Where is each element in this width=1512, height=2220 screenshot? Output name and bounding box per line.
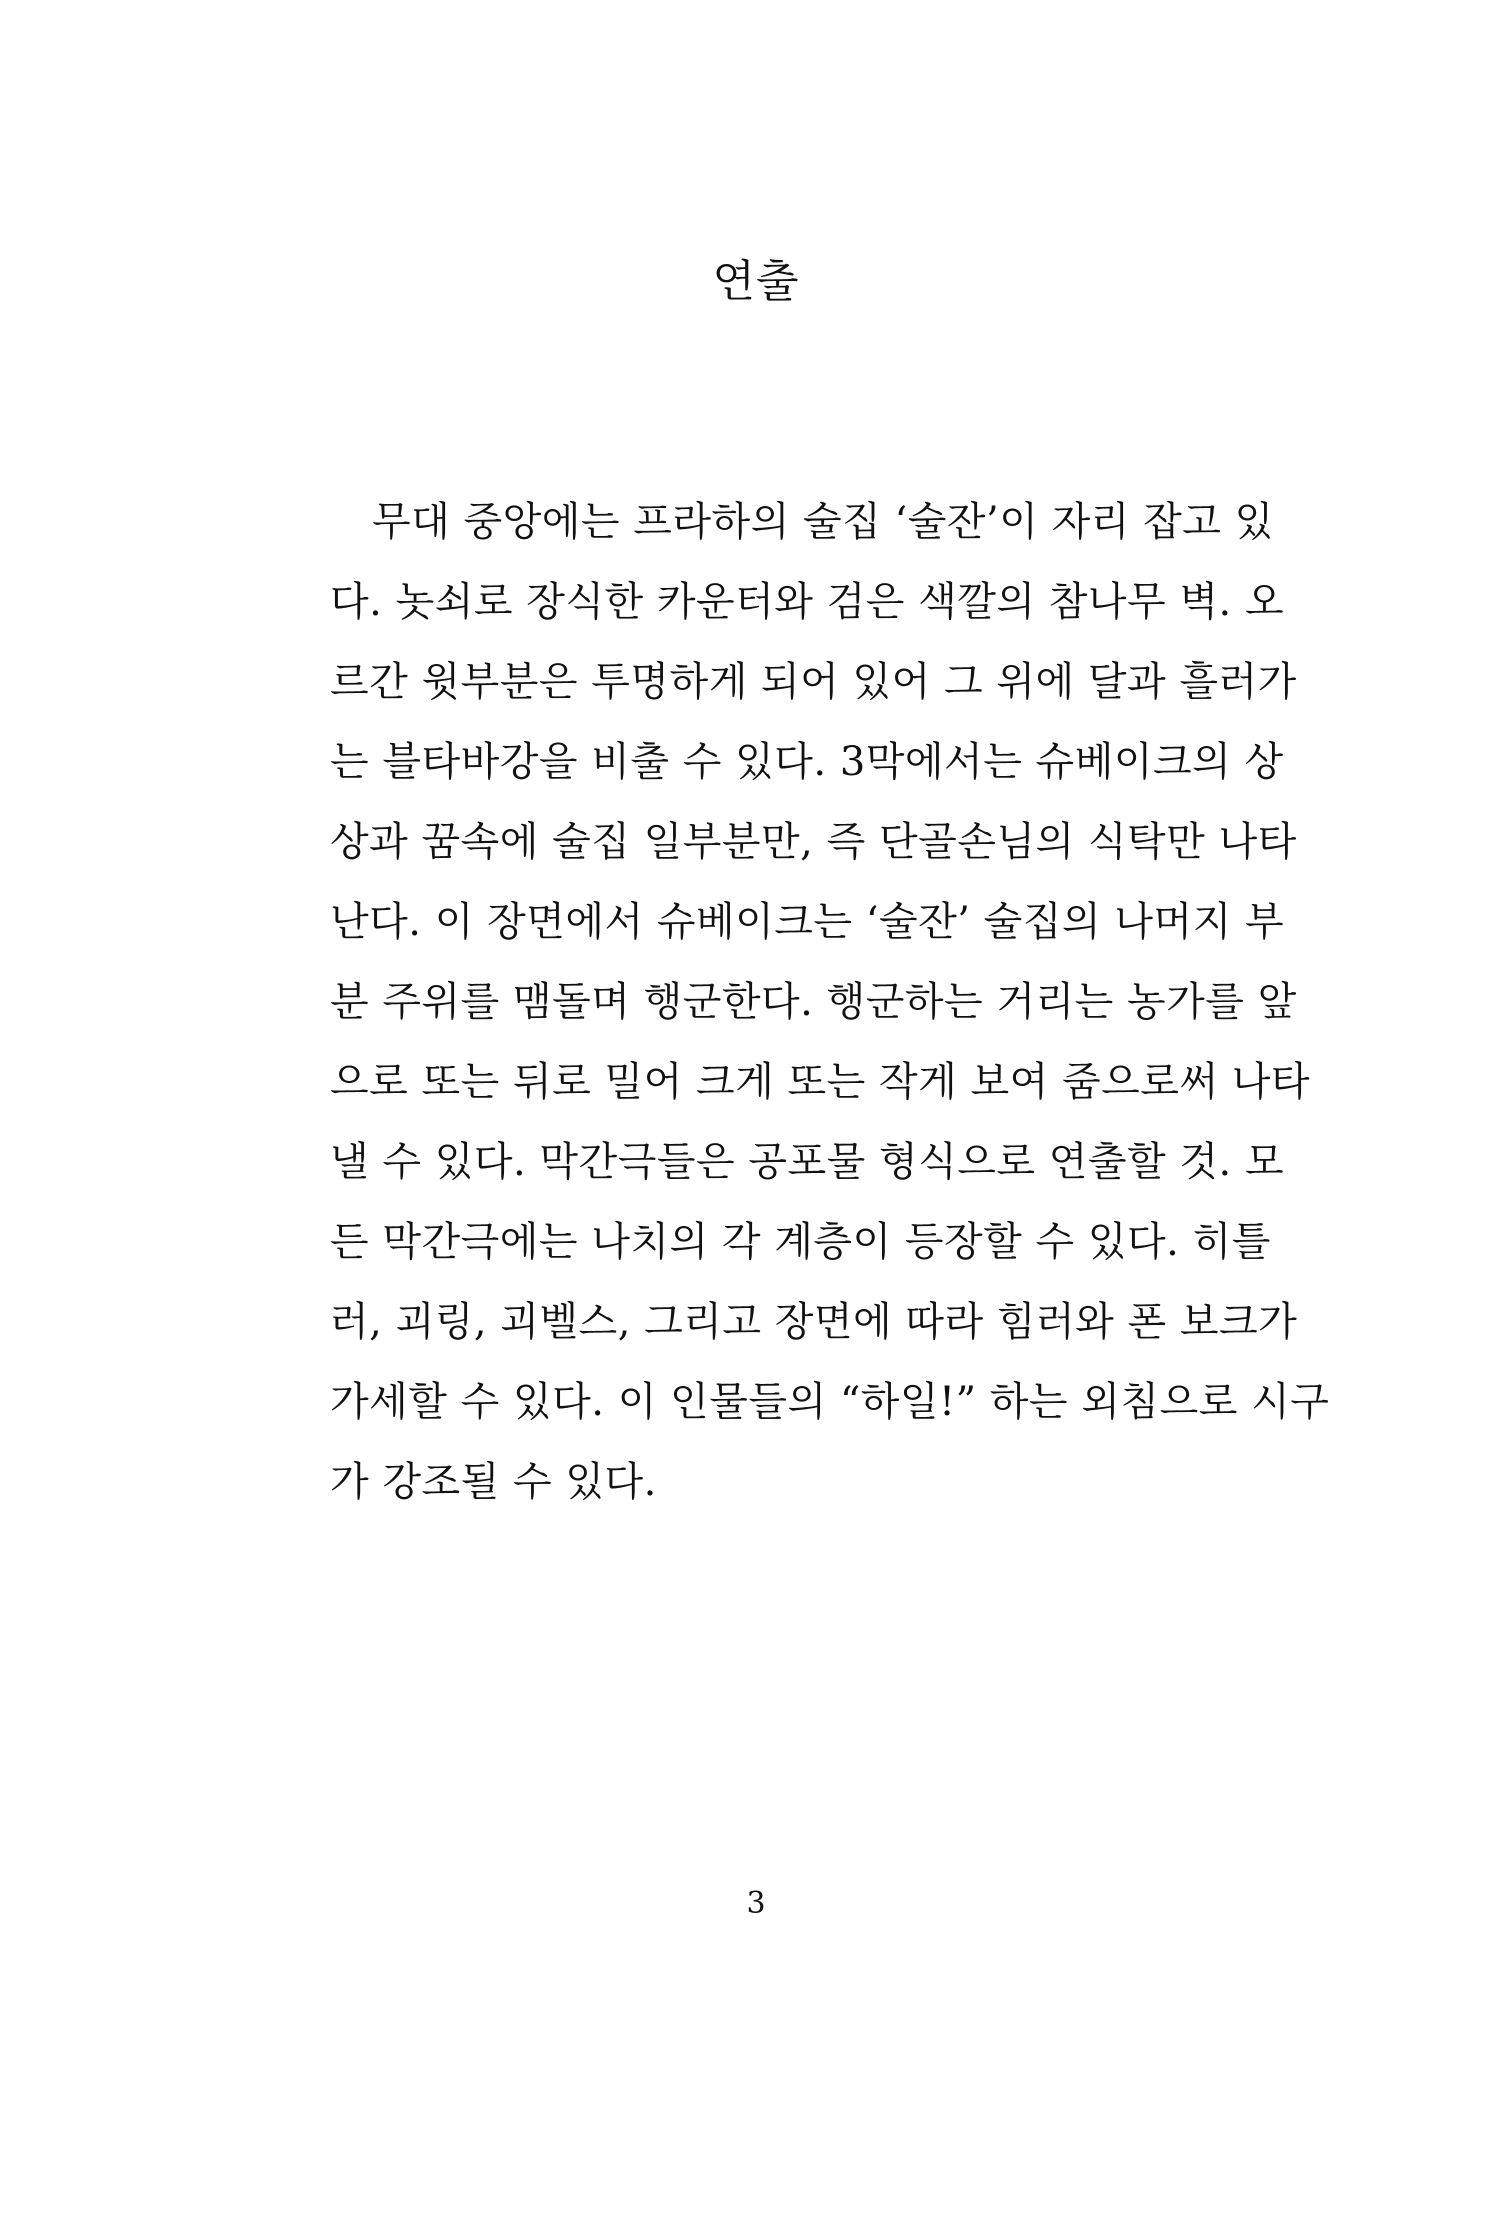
paragraph-line: 가 강조될 수 있다. xyxy=(330,1459,657,1505)
section-title: 연출 xyxy=(712,256,800,307)
page-number: 3 xyxy=(746,1886,766,1921)
paragraph-line: 든 막간극에는 나치의 각 계층이 등장할 수 있다. 히틀 xyxy=(330,1219,1271,1265)
paragraph-line: 러, 괴링, 괴벨스, 그리고 장면에 따라 힘러와 폰 보크가 xyxy=(330,1299,1298,1345)
paragraph-line: 르간 윗부분은 투명하게 되어 있어 그 위에 달과 흘러가 xyxy=(330,659,1297,705)
paragraph-line: 낼 수 있다. 막간극들은 공포물 형식으로 연출할 것. 모 xyxy=(330,1139,1285,1185)
body-paragraph xyxy=(330,482,1330,1522)
paragraph-line: 난다. 이 장면에서 슈베이크는 ‘술잔’ 술집의 나머지 부 xyxy=(330,899,1285,945)
paragraph-line: 분 주위를 맴돌며 행군한다. 행군하는 거리는 농가를 앞 xyxy=(330,979,1297,1025)
paragraph-line: 으로 또는 뒤로 밀어 크게 또는 작게 보여 줌으로써 나타 xyxy=(330,1059,1311,1105)
paragraph-line: 다. 놋쇠로 장식한 카운터와 검은 색깔의 참나무 벽. 오 xyxy=(330,579,1285,625)
paragraph-line: 가세할 수 있다. 이 인물들의 “하일!” 하는 외침으로 시구 xyxy=(330,1379,1330,1425)
paragraph-line: 상과 꿈속에 술집 일부분만, 즉 단골손님의 식탁만 나타 xyxy=(330,819,1297,865)
paragraph-line: 는 블타바강을 비출 수 있다. 3막에서는 슈베이크의 상 xyxy=(330,739,1284,785)
paragraph-line: 무대 중앙에는 프라하의 술집 ‘술잔’이 자리 잡고 있 xyxy=(372,499,1274,545)
